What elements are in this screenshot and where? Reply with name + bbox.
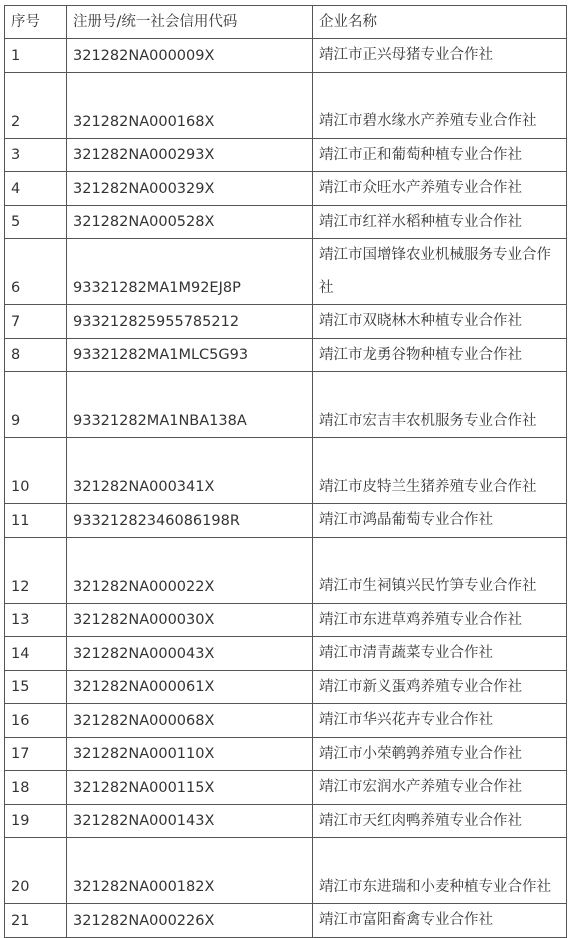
- table-row: [5, 438, 567, 504]
- cell-serial-number: 8: [5, 338, 67, 372]
- cell-registration-code: 321282NA000115X: [67, 771, 313, 805]
- cell-serial-number: 7: [5, 305, 67, 339]
- cell-company-name: 靖江市新义蛋鸡养殖专业合作社: [313, 670, 567, 704]
- cell-company-name: 靖江市宏润水产养殖专业合作社: [313, 771, 567, 805]
- cell-company-name: 靖江市鸿晶葡萄专业合作社: [313, 504, 567, 538]
- cell-serial-number: 20: [5, 838, 67, 904]
- table-body: [5, 39, 567, 938]
- cell-company-name: 靖江市正兴母猪专业合作社: [313, 39, 567, 73]
- cell-company-name: 靖江市小荣鹌鹑养殖专业合作社: [313, 737, 567, 771]
- cell-company-name: 靖江市红祥水稻种植专业合作社: [313, 205, 567, 239]
- table-row: [5, 603, 567, 637]
- header-company-name: 企业名称: [313, 6, 567, 39]
- table-row: [5, 838, 567, 904]
- cell-serial-number: 2: [5, 72, 67, 138]
- cell-company-name: 靖江市清青蔬菜专业合作社: [313, 637, 567, 671]
- cell-company-name: 靖江市众旺水产养殖专业合作社: [313, 172, 567, 206]
- cell-registration-code: 933212825955785212: [67, 305, 313, 339]
- table-row: [5, 670, 567, 704]
- header-registration-code: 注册号/统一社会信用代码: [67, 6, 313, 39]
- table-row: [5, 205, 567, 239]
- cell-registration-code: 321282NA000068X: [67, 704, 313, 738]
- cell-serial-number: 14: [5, 637, 67, 671]
- table-row: [5, 172, 567, 206]
- table-row: [5, 338, 567, 372]
- cell-registration-code: 93321282MA1NBA138A: [67, 372, 313, 438]
- cell-company-name: 靖江市天红肉鸭养殖专业合作社: [313, 804, 567, 838]
- cell-registration-code: 321282NA000329X: [67, 172, 313, 206]
- table-row: [5, 737, 567, 771]
- table-row: [5, 72, 567, 138]
- cell-company-name: 靖江市生祠镇兴民竹笋专业合作社: [313, 537, 567, 603]
- table-row: [5, 504, 567, 538]
- cell-serial-number: 15: [5, 670, 67, 704]
- cell-company-name: 靖江市皮特兰生猪养殖专业合作社: [313, 438, 567, 504]
- table-row: [5, 305, 567, 339]
- cell-serial-number: 10: [5, 438, 67, 504]
- cell-company-name: 靖江市华兴花卉专业合作社: [313, 704, 567, 738]
- cell-registration-code: 321282NA000182X: [67, 838, 313, 904]
- cell-serial-number: 9: [5, 372, 67, 438]
- cell-registration-code: 321282NA000293X: [67, 138, 313, 172]
- cooperatives-table: [4, 5, 567, 938]
- cell-registration-code: 321282NA000341X: [67, 438, 313, 504]
- cell-company-name: 靖江市双晓林木种植专业合作社: [313, 305, 567, 339]
- cell-company-name: 靖江市东进草鸡养殖专业合作社: [313, 603, 567, 637]
- cell-company-name: 靖江市东进瑞和小麦种植专业合作社: [313, 838, 567, 904]
- cell-serial-number: 6: [5, 239, 67, 305]
- cell-serial-number: 16: [5, 704, 67, 738]
- cell-company-name: 靖江市碧水缘水产养殖专业合作社: [313, 72, 567, 138]
- cell-registration-code: 321282NA000143X: [67, 804, 313, 838]
- cell-registration-code: 321282NA000110X: [67, 737, 313, 771]
- cell-registration-code: 321282NA000043X: [67, 637, 313, 671]
- cell-registration-code: 93321282346086198R: [67, 504, 313, 538]
- cell-registration-code: 321282NA000168X: [67, 72, 313, 138]
- header-serial-number: 序号: [5, 6, 67, 39]
- table-row: [5, 637, 567, 671]
- table-row: [5, 138, 567, 172]
- cell-serial-number: 17: [5, 737, 67, 771]
- cell-company-name: 靖江市正和葡萄种植专业合作社: [313, 138, 567, 172]
- cell-serial-number: 1: [5, 39, 67, 73]
- cell-serial-number: 5: [5, 205, 67, 239]
- cell-serial-number: 4: [5, 172, 67, 206]
- cell-registration-code: 321282NA000061X: [67, 670, 313, 704]
- table-row: [5, 771, 567, 805]
- cell-registration-code: 321282NA000022X: [67, 537, 313, 603]
- cell-serial-number: 11: [5, 504, 67, 538]
- cell-company-name: 靖江市国增锋农业机械服务专业合作社: [313, 239, 567, 305]
- cell-serial-number: 3: [5, 138, 67, 172]
- cell-registration-code: 93321282MA1MLC5G93: [67, 338, 313, 372]
- cell-registration-code: 321282NA000528X: [67, 205, 313, 239]
- table-row: [5, 904, 567, 938]
- cell-serial-number: 21: [5, 904, 67, 938]
- cell-registration-code: 321282NA000226X: [67, 904, 313, 938]
- table-row: [5, 39, 567, 73]
- cell-serial-number: 13: [5, 603, 67, 637]
- table-row: [5, 537, 567, 603]
- table-row: [5, 372, 567, 438]
- cell-registration-code: 321282NA000009X: [67, 39, 313, 73]
- table-row: [5, 804, 567, 838]
- cell-company-name: 靖江市宏吉丰农机服务专业合作社: [313, 372, 567, 438]
- cell-registration-code: 321282NA000030X: [67, 603, 313, 637]
- cell-serial-number: 19: [5, 804, 67, 838]
- table-header-row: [5, 6, 567, 39]
- cell-serial-number: 18: [5, 771, 67, 805]
- cell-company-name: 靖江市龙勇谷物种植专业合作社: [313, 338, 567, 372]
- cell-registration-code: 93321282MA1M92EJ8P: [67, 239, 313, 305]
- cell-company-name: 靖江市富阳畜禽专业合作社: [313, 904, 567, 938]
- table-row: [5, 239, 567, 305]
- cell-serial-number: 12: [5, 537, 67, 603]
- table-row: [5, 704, 567, 738]
